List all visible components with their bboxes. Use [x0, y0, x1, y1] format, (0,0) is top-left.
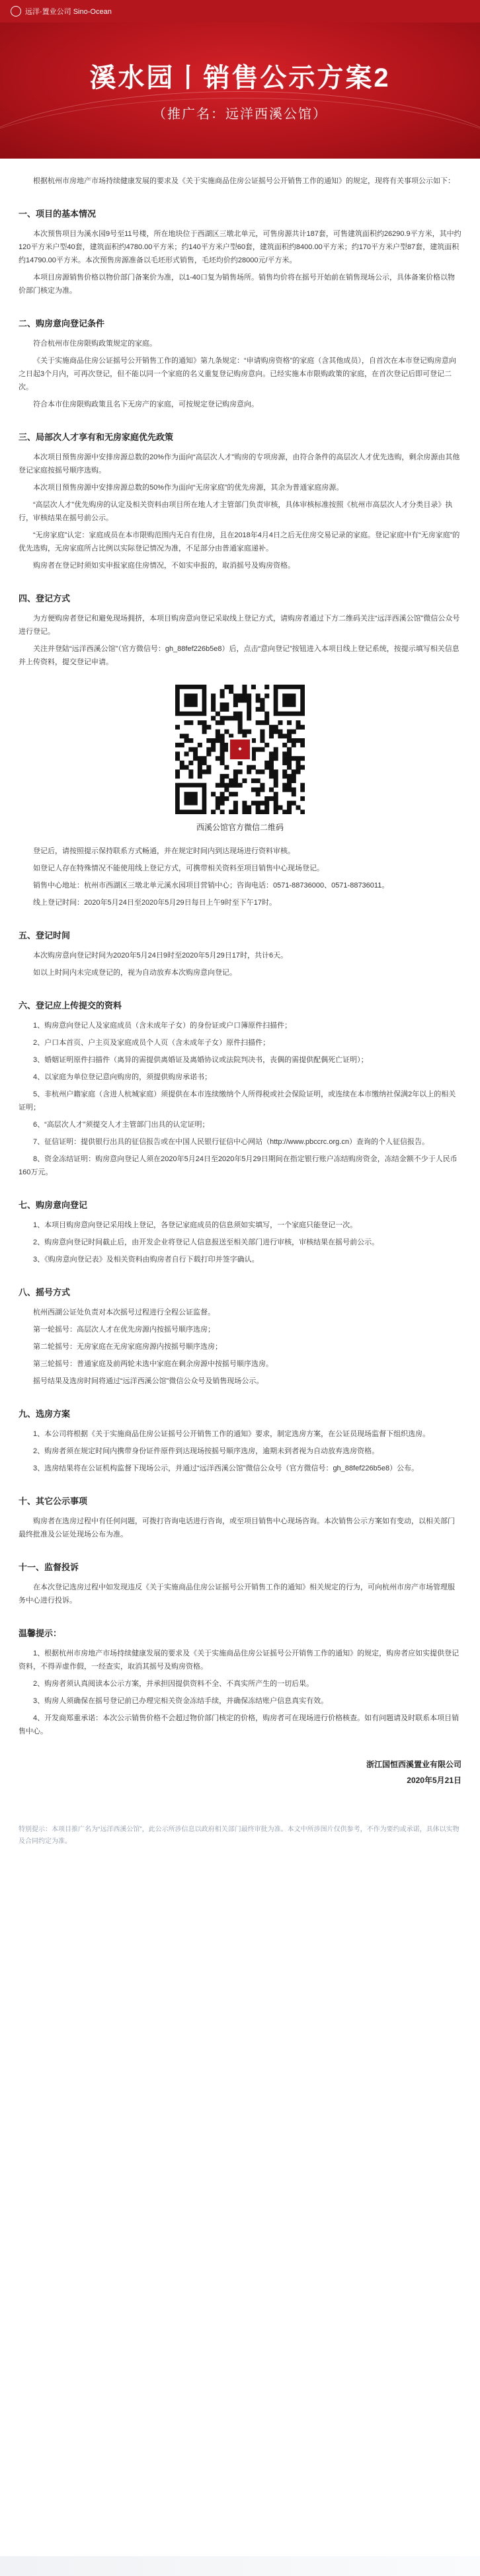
wechat-qr-code[interactable]	[175, 685, 305, 814]
paragraph: 如以上时间内未完成登记的，视为自动放弃本次购房意向登记。	[33, 969, 237, 977]
paragraph: “高层次人才”优先购房的认定及相关资料由项目所在地人才主管部门负责审核，具体审核标准按照《杭州市高层次人才分类目录》执行，审核结果在摇号前公示。	[19, 501, 453, 522]
logo-mark-icon	[11, 6, 21, 17]
paragraph: 为方便购房者登记和避免现场拥挤，本项目购房意向登记采取线上登记方式，请购房者通过下方二维码关注“远洋西溪公馆”微信公众号进行登记。	[19, 615, 460, 636]
bottom-strip	[0, 2556, 480, 2576]
publish-date: 2020年5月21日	[407, 1776, 461, 1785]
section-registration-method	[19, 592, 461, 909]
paragraph: 3、婚姻证明原件扫描件（离异的需提供离婚证及离婚协议或法院判决书，丧偶的需提供配偶死亡证明）；	[33, 1056, 368, 1064]
section-title: 九、选房方案	[19, 1409, 71, 1419]
section-project-info	[19, 208, 461, 297]
section-title: 十一、监督投诉	[19, 1562, 79, 1572]
banner-subtitle: （推广名：远洋西溪公馆）	[153, 107, 327, 122]
paragraph: 2、购房者须认真阅读本公示方案，并承担因提供资料不全、不真实所产生的一切后果。	[33, 1680, 314, 1688]
company-name: 浙江国恒西溪置业有限公司	[366, 1760, 461, 1769]
section-lottery-method	[19, 1286, 461, 1388]
section-title: 三、局部次人才享有和无房家庭优先政策	[19, 432, 174, 442]
paragraph: 本次项目预售房源中安排房源总数的50%作为面向“无房家庭”的优先房源，其余为普通家庭房源。	[33, 484, 344, 492]
section-title: 五、登记时间	[19, 930, 71, 940]
section-registration-time	[19, 929, 461, 979]
paragraph: 本次预售项目为溪水园9号至11号楼，所在地块位于西湖区三墩北单元，可售房源共计187套，可售建筑面积约26290.9平方米，其中约120平方米户型40套，建筑面积约4780.00平方米；约140平方米户型60套，建筑面积约8400.00平方米；约170平方米户型87套，建筑面积约14790.00平方米。本次预售房源准备以毛坯形式销售，毛坯均价约28000元/平方米。	[19, 230, 461, 264]
paragraph: 购房者在选房过程中有任何问题，可拨打咨询电话进行咨询，或至项目销售中心现场咨询。本次销售公示方案如有变动，以相关部门最终批准及公证处现场公布为准。	[19, 1517, 455, 1538]
paragraph: 7、征信证明：提供银行出具的征信报告或在中国人民银行征信中心网站（http://www.pbccrc.org.cn）查询的个人征信报告。	[33, 1138, 429, 1146]
section-title: 八、摇号方式	[19, 1287, 71, 1297]
paragraph: 2、购房者须在规定时间内携带身份证件原件到达现场按摇号顺序选房，逾期未到者视为自动放弃选房资格。	[33, 1447, 380, 1455]
intro-paragraph: 根据杭州市房地产市场持续健康发展的要求及《关于实施商品住房公证摇号公开销售工作的通知》的规定，现将有关事项公示如下：	[33, 177, 455, 185]
section-title: 十、其它公示事项	[19, 1496, 88, 1506]
section-selection-plan	[19, 1408, 461, 1475]
logo-text: 远洋·置业公司 Sino-Ocean	[25, 8, 112, 16]
paragraph: 杭州西湖公证处负责对本次摇号过程进行全程公证监督。	[33, 1308, 215, 1316]
paragraph: 5、非杭州户籍家庭（含进人杭城家庭）须提供在本市连续缴纳个人所得税或社会保险证明，或连续在本市缴纳社保满2年以上的相关证明；	[19, 1090, 456, 1112]
paragraph: 1、购房意向登记人及家庭成员（含未成年子女）的身份证或户口簿原件扫描件；	[33, 1022, 292, 1030]
section-other-notices	[19, 1495, 461, 1541]
section-title: 六、登记应上传提交的资料	[19, 1001, 122, 1010]
section-title: 一、项目的基本情况	[19, 209, 97, 219]
section-title: 温馨提示：	[19, 1628, 62, 1638]
section-warm-tips	[19, 1627, 461, 1738]
qr-center-logo-icon: ◆	[228, 738, 252, 761]
qr-code-block	[19, 685, 461, 834]
paragraph: 6、“高层次人才”须提交人才主管部门出具的认定证明；	[33, 1121, 210, 1129]
paragraph: 在本次登记选房过程中如发现违反《关于实施商品住房公证摇号公开销售工作的通知》相关规定的行为，可向杭州市房产市场管理服务中心进行投诉。	[19, 1583, 455, 1605]
section-title: 四、登记方式	[19, 593, 71, 603]
qr-caption: 西溪公馆官方微信二维码	[196, 823, 284, 832]
brand-logo	[11, 6, 112, 17]
paragraph: 销售中心地址：杭州市西湖区三墩北单元溪水园项目营销中心；咨询电话：0571-88736000、0571-88736011。	[33, 882, 389, 890]
paragraph: 本次购房意向登记时间为2020年5月24日9时至2020年5月29日17时，共计6天。	[33, 952, 288, 960]
paragraph: 购房者在登记时须如实申报家庭住房情况，不如实申报的，取消摇号及购房资格。	[33, 562, 295, 570]
paragraph: 8、资金冻结证明：购房意向登记人须在2020年5月24日至2020年5月29日期间在指定银行账户冻结购房资金，冻结金额不少于人民币160万元。	[19, 1155, 458, 1176]
paragraph: 第一轮摇号：高层次人才在优先房源内按摇号顺序选房；	[33, 1326, 215, 1334]
paragraph: “无房家庭”认定：家庭成员在本市限购范围内无自有住房，且在2018年4月4日之后无住房交易记录的家庭。登记家庭中有“无房家庭”的优先选购，无房家庭所占比例以实际登记情况为准，不足部分由普通家庭递补。	[19, 531, 460, 552]
top-bar	[0, 0, 480, 22]
paragraph: 1、根据杭州市房地产市场持续健康发展的要求及《关于实施商品住房公证摇号公开销售工作的通知》的规定，购房者应如实提供登记资料，不得弄虚作假，一经查实，取消其摇号及购房资格。	[19, 1649, 460, 1671]
paragraph: 登记后，请按照提示保持联系方式畅通，并在规定时间内到达现场进行资料审核。	[33, 847, 295, 855]
paragraph: 摇号结果及选房时间将通过“远洋西溪公馆”微信公众号及销售现场公示。	[33, 1377, 264, 1385]
section-intent-registration	[19, 1199, 461, 1266]
hero-banner	[0, 22, 480, 159]
paragraph: 3、购房人须确保在摇号登记前已办理完相关资金冻结手续，并确保冻结账户信息真实有效。	[33, 1697, 329, 1705]
disclaimer: 特别提示：本项目推广名为“远洋西溪公馆”，此公示所涉信息以政府相关部门最终审批为准。本文中所涉图片仅供参考，不作为要约或承诺，具体以实物及合同约定为准。	[19, 1826, 460, 1845]
paragraph: 本项目房源销售价格以物价部门备案价为准，以1-40口复为销售场所。销售均价将在摇号开始前在销售现场公示，具体备案价格以物价部门核定为准。	[19, 274, 456, 295]
signature-block	[19, 1757, 461, 1788]
banner-title: 溪水园丨销售公示方案2	[89, 63, 391, 93]
paragraph: 2、购房意向登记时间截止后，由开发企业将登记人信息报送至相关部门进行审核，审核结果在摇号前公示。	[33, 1238, 380, 1246]
paragraph: 1、本公司将根据《关于实施商品住房公证摇号公开销售工作的通知》要求，制定选房方案，在公证员现场监督下组织选房。	[33, 1430, 430, 1438]
section-supervision-complaints	[19, 1561, 461, 1607]
paragraph: 如登记人存在特殊情况不能使用线上登记方式，可携带相关资料至项目销售中心现场登记。	[33, 864, 324, 872]
paragraph: 符合杭州市住房限购政策规定的家庭。	[33, 340, 157, 348]
section-required-documents	[19, 999, 461, 1179]
paragraph: 4、以家庭为单位登记意向购房的，须提供购房承诺书；	[33, 1073, 212, 1081]
paragraph: 第三轮摇号：普通家庭及前两轮未选中家庭在剩余房源中按摇号顺序选房。	[33, 1360, 273, 1368]
section-title: 二、购房意向登记条件	[19, 319, 105, 328]
paragraph: 符合本市住房限购政策且名下无房产的家庭，可按规定登记购房意向。	[33, 400, 259, 408]
paragraph: 4、开发商郑重承诺：本次公示销售价格不会超过物价部门核定的价格，购房者可在现场进行价格核查。如有问题请及时联系本项目销售中心。	[19, 1714, 460, 1735]
paragraph: 线上登记时间：2020年5月24日至2020年5月29日每日上午9时至下午17时。	[33, 899, 276, 907]
paragraph: 关注并登陆“远洋西溪公馆”（官方微信号：gh_88fef226b5e8）后，点击“意向登记”按钮进入本项目线上登记系统，按提示填写相关信息并上传资料，提交登记申请。	[19, 645, 460, 666]
paragraph: 第二轮摇号：无房家庭在无房家庭房源内按摇号顺序选房；	[33, 1343, 222, 1351]
paragraph: 《关于实施商品住房公证摇号公开销售工作的通知》第九条规定：“申请购房资格”的家庭（含其他成员），自首次在本市登记购房意向之日起3个月内，可再次登记，但不能以同一个家庭的名义重复登记购房意向。已经实施本市限购政策的家庭，在首次登记后即可登记二次。	[19, 357, 456, 391]
section-registration-conditions	[19, 317, 461, 411]
paragraph: 3、选房结果将在公证机构监督下现场公示，并通过“远洋西溪公馆”微信公众号（官方微信号：gh_88fef226b5e8）公布。	[33, 1464, 419, 1472]
paragraph: 1、本项目购房意向登记采用线上登记，各登记家庭成员的信息须如实填写，一个家庭只能登记一次。	[33, 1221, 358, 1229]
section-title: 七、购房意向登记	[19, 1200, 88, 1210]
section-priority-policy	[19, 431, 461, 572]
paragraph: 2、户口本首页、户主页及家庭成员个人页（含未成年子女）原件扫描件；	[33, 1039, 270, 1047]
article-body	[0, 159, 480, 1788]
paragraph: 本次项目预售房源中安排房源总数的20%作为面向“高层次人才”购房的专项房源，由符合条件的高层次人才优先选购，剩余房源由其他登记家庭按摇号顺序选购。	[19, 453, 460, 474]
paragraph: 3、《购房意向登记表》及相关资料由购房者自行下载打印并签字确认。	[33, 1256, 259, 1264]
